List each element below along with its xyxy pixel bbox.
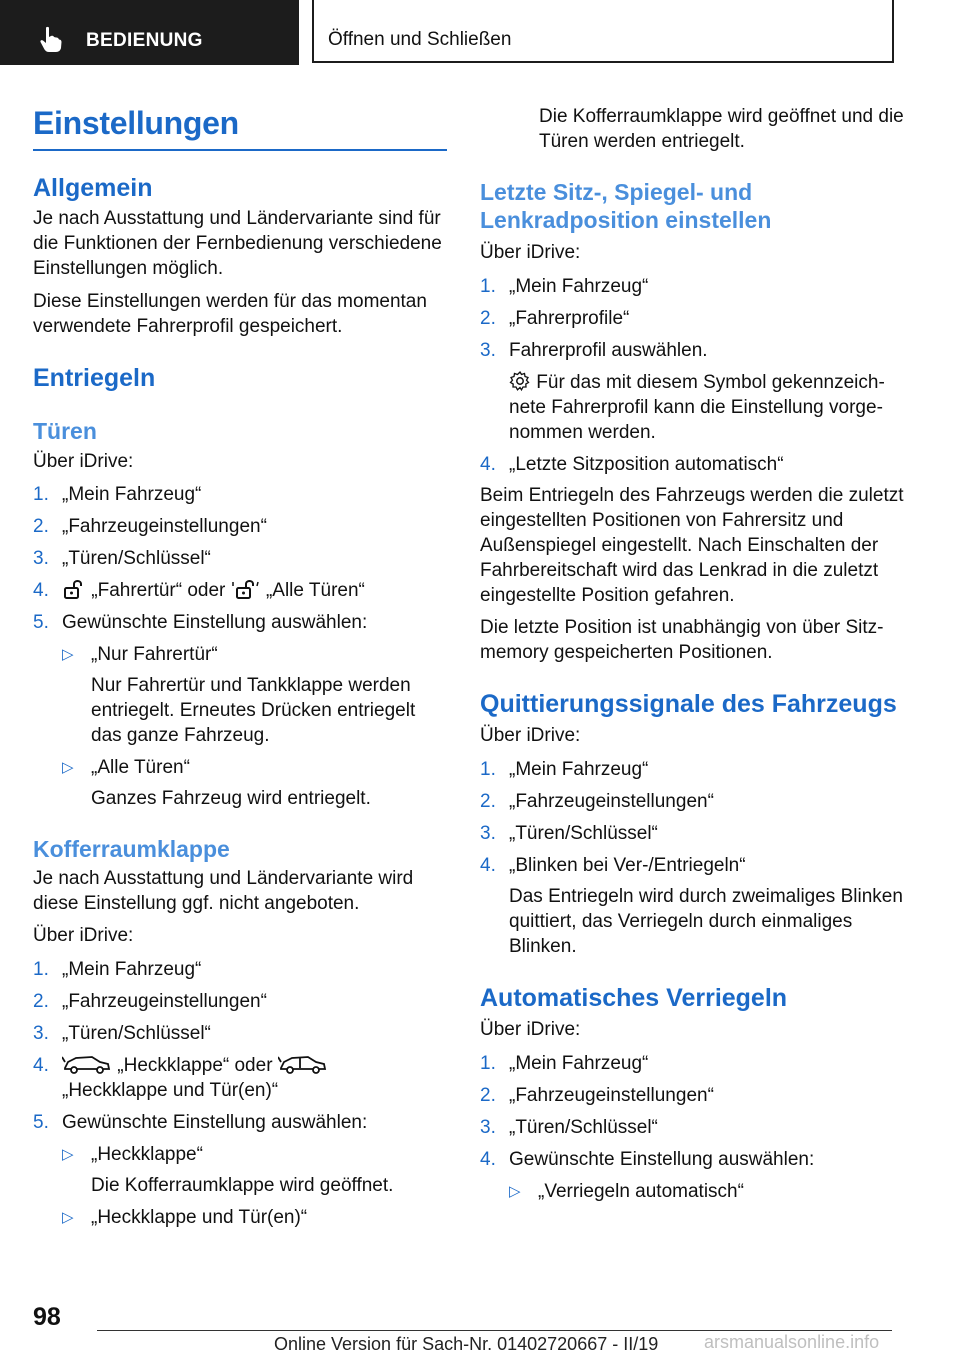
koffer-steps [33,957,447,1135]
section-tab-label: BEDIENUNG [86,30,203,51]
heading-kofferraumklappe: Kofferraumklappe [33,836,230,862]
unlock-all-icon [231,578,261,600]
heading-automatisches-verriegeln: Automatisches Verriegeln [480,984,788,1012]
sitz-note-text: Für das mit diesem Symbol gekennzeichnete Fahrerprofil kann die Einstellung vorgenommen werden. [509,372,885,443]
list-item: 3. „Türen/Schlüssel“ [480,823,658,844]
list-item: 2. „Fahrzeugeinstellungen“ [480,791,714,812]
auto-steps [480,1051,910,1172]
left-column [33,100,447,1230]
allgemein-paragraph-1: Je nach Ausstattung und Ländervariante sind für die Funktionen der Fernbedienung verschiedene Einstellungen möglich. [33,208,442,279]
list-item: 1. „Mein Fahrzeug“ [33,484,202,505]
gear-icon [509,370,531,392]
sitz-steps-2 [480,452,910,477]
unlock-driver-icon [62,578,86,600]
list-item: 4. „Heckklappe“ oder „Heckklappe und Tür(en)“ [33,1053,447,1103]
list-item: 4. „Blinken bei Ver-/Entriegeln“ [480,855,746,876]
list-item: 4. „Fahrertür“ oder „Alle Türen“ [33,580,365,601]
heading-tueren: Türen [33,418,97,444]
watermark: arsmanualsonline.info [704,1332,880,1352]
tueren-steps [33,482,447,635]
chapter-tab [312,0,894,63]
page-header [0,0,960,66]
car-tailgate-icon [62,1053,112,1075]
quitt-steps [480,757,910,878]
heading-letzte-sitzposition: Letzte Sitz-, Spiegel- und Lenkradposition einstellen [480,179,772,233]
list-item: 1. „Mein Fahrzeug“ [480,1053,649,1074]
list-item: 1. „Mein Fahrzeug“ [33,959,202,980]
koffer-intro: Über iDrive: [33,925,134,946]
page-title: Einstellungen [33,105,447,151]
auto-options [480,1179,910,1204]
heading-quittierungssignale: Quittierungssignale des Fahrzeugs [480,690,897,718]
list-item: ▷ „Alle Türen“ [62,757,190,778]
section-tab [0,0,299,65]
list-item: ▷ „Verriegeln automatisch“ [509,1181,744,1202]
list-item: 5. Gewünschte Einstellung auswählen: [33,612,368,633]
koffer-options-2 [33,1205,447,1230]
auto-intro: Über iDrive: [480,1019,581,1040]
list-item: ▷ „Heckklappe“ [62,1144,203,1165]
tueren-intro: Über iDrive: [33,451,134,472]
list-item: 2. „Fahrerprofile“ [480,308,630,329]
list-item: 1. „Mein Fahrzeug“ [480,276,649,297]
heading-allgemein: Allgemein [33,174,153,202]
sitz-paragraph-2: Die letzte Position ist unabhängig von über Sitzmemory gespeicherten Positionen. [480,617,884,663]
right-column [480,104,910,1204]
tailgate-continuation: Die Kofferraumklappe wird geöffnet und die Türen werden entriegelt. [539,106,904,152]
quitt-description: Das Entriegeln wird durch zweimaliges Blinken quittiert, das Verriegeln durch einmaliges Blinken. [509,886,903,957]
allgemein-paragraph-2: Diese Einstellungen werden für das momentan verwendete Fahrerprofil gespeichert. [33,291,427,337]
hand-icon [40,26,62,52]
list-item: 2. „Fahrzeugeinstellungen“ [33,991,267,1012]
koffer-option-1-desc: Die Kofferraumklappe wird geöffnet. [91,1175,394,1196]
footer-divider [97,1330,892,1331]
koffer-options [33,1142,447,1167]
car-tailgate-doors-icon [278,1053,328,1075]
list-item: 2. „Fahrzeugeinstellungen“ [480,1085,714,1106]
heading-entriegeln: Entriegeln [33,364,156,392]
footer-online-version: Online Version für Sach-Nr. 01402720667 - II/19 [274,1334,659,1354]
list-item: 3. „Türen/Schlüssel“ [480,1117,658,1138]
list-item: 3. „Türen/Schlüssel“ [33,1023,211,1044]
quitt-intro: Über iDrive: [480,725,581,746]
sitz-note [480,370,910,445]
sitz-intro: Über iDrive: [480,242,581,263]
sitz-steps [480,274,910,363]
page-number: 98 [33,1303,61,1331]
sitz-paragraph-1: Beim Entriegeln des Fahrzeugs werden die zuletzt eingestellten Positionen von Fahrersitz und Außenspiegel eingestellt. Nach Einschalten der Fahrbereitschaft wird das Lenkrad in die zuletzt eingestellte Position gefahren. [480,485,904,606]
koffer-paragraph: Je nach Ausstattung und Ländervariante wird diese Einstellung ggf. nicht angeboten. [33,868,414,914]
tueren-options [33,642,447,667]
chapter-tab-label: Öffnen und Schließen [328,29,512,50]
list-item: 3. Fahrerprofil auswählen. [480,340,708,361]
tueren-options-2 [33,755,447,780]
list-item: 5. Gewünschte Einstellung auswählen: [33,1112,368,1133]
list-item: 2. „Fahrzeugeinstellungen“ [33,516,267,537]
tueren-option-1-desc: Nur Fahrertür und Tankklappe werden entriegelt. Erneutes Drücken entriegelt das ganze Fahrzeug. [91,675,416,746]
list-item: 3. „Türen/Schlüssel“ [33,548,211,569]
list-item: ▷ „Nur Fahrertür“ [62,644,218,665]
tueren-option-2-desc: Ganzes Fahrzeug wird entriegelt. [91,788,371,809]
list-item: 4. „Letzte Sitzposition automatisch“ [480,454,784,475]
list-item: ▷ „Heckklappe und Tür(en)“ [62,1207,308,1228]
list-item: 1. „Mein Fahrzeug“ [480,759,649,780]
list-item: 4. Gewünschte Einstellung auswählen: [480,1149,815,1170]
